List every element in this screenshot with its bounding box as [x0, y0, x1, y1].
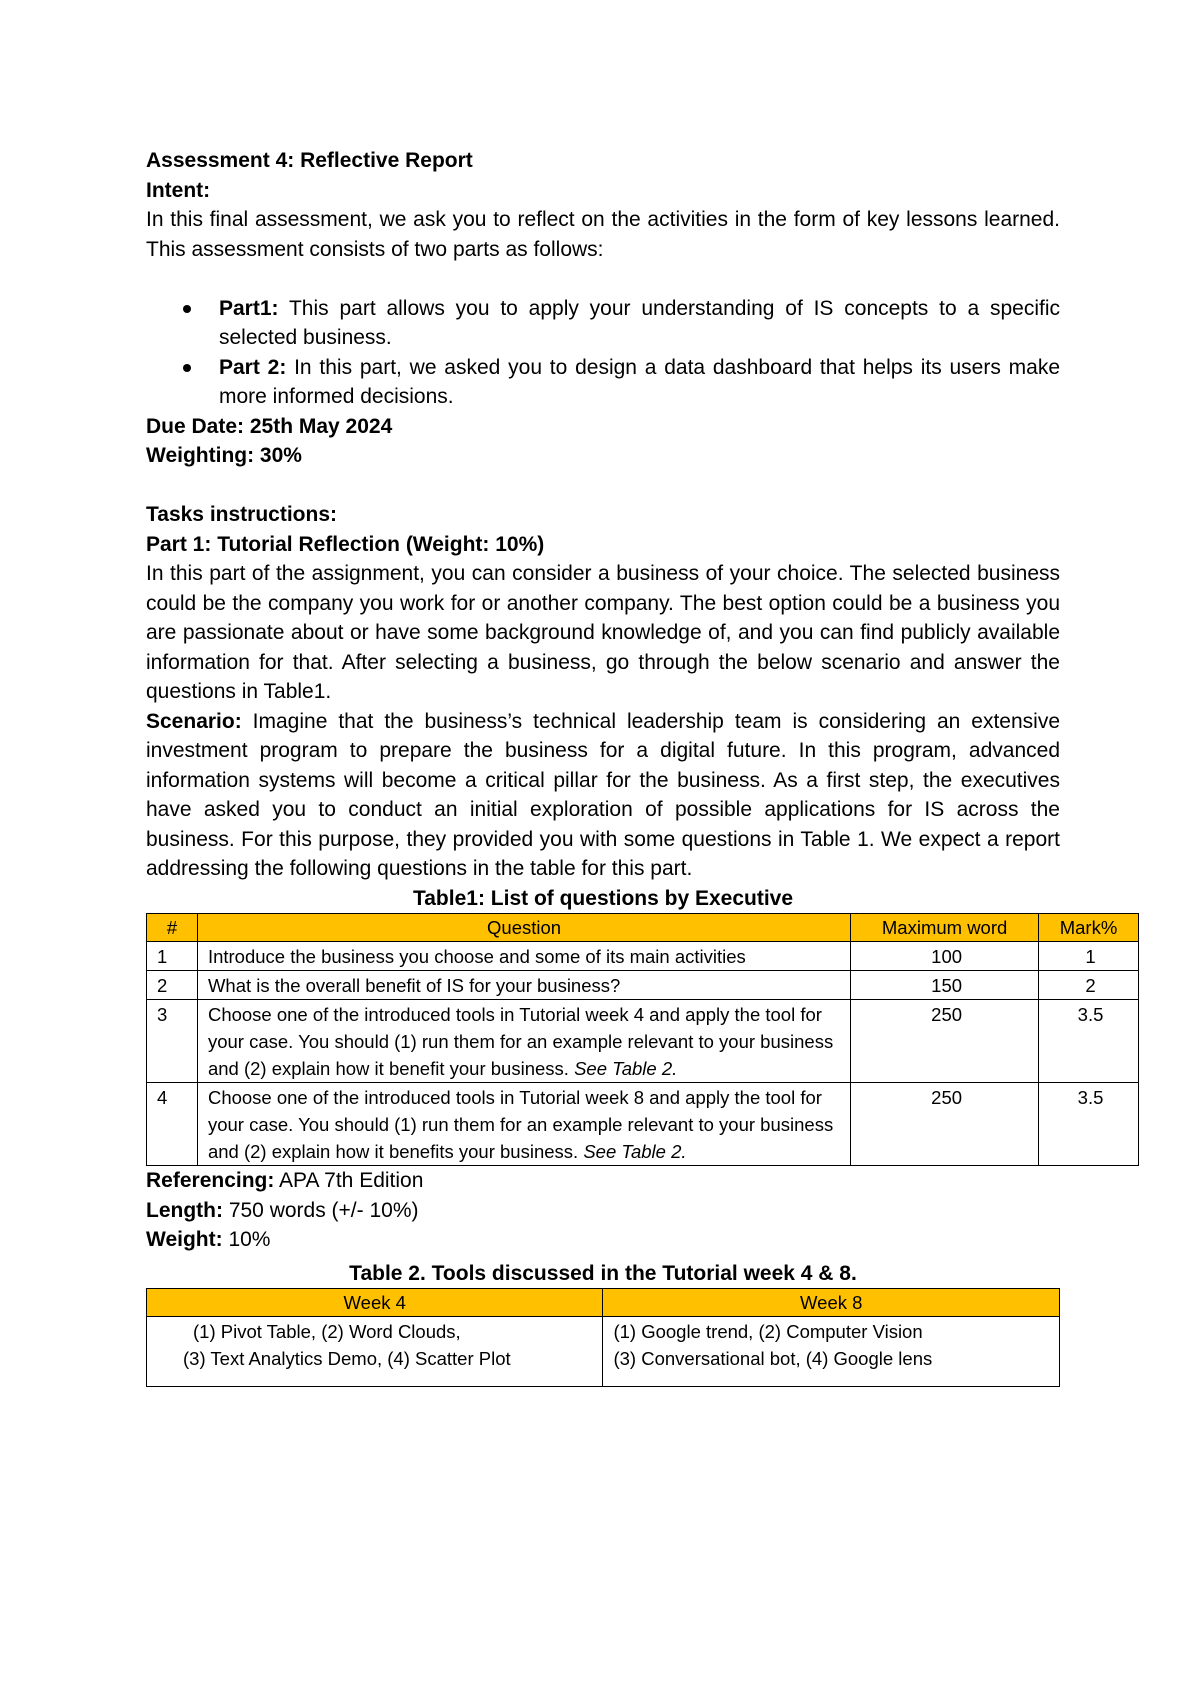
weighting: Weighting: 30%	[146, 444, 302, 467]
part2-label: Part 2:	[219, 355, 287, 379]
part1-text: This part allows you to apply your understanding of IS concepts to a specific selected business.	[219, 296, 1060, 349]
week8-tools	[603, 1317, 1060, 1387]
header-week8: Week 8	[603, 1289, 1060, 1317]
length-line	[146, 1196, 1060, 1226]
week4-line: (3) Text Analytics Demo, (4) Scatter Plot	[183, 1348, 511, 1369]
row-mark: 3.5	[1039, 1083, 1139, 1166]
week8-line: (1) Google trend, (2) Computer Vision	[613, 1321, 923, 1342]
weight-line	[146, 1225, 1060, 1255]
row-question: Choose one of the introduced tools in Tutorial week 4 and apply the tool for your case. You should (1) run them for an example relevant to your business and (2) explain how it benefit your business.	[207, 1004, 834, 1079]
row-question: Choose one of the introduced tools in Tutorial week 8 and apply the tool for your case. You should (1) run them for an example relevant to your business and (2) explain how it benefits your business.	[207, 1087, 834, 1162]
part1-label: Part1:	[219, 296, 279, 320]
length-label: Length:	[146, 1198, 223, 1222]
referencing-label: Referencing:	[146, 1169, 275, 1192]
row-num: 1	[147, 942, 198, 971]
row-words: 250	[851, 1000, 1039, 1083]
row-see-table: See Table 2.	[574, 1058, 678, 1079]
table-row	[147, 1083, 1139, 1166]
scenario-label: Scenario:	[146, 709, 242, 733]
list-item	[146, 353, 1060, 412]
intent-label: Intent:	[146, 178, 211, 202]
part1-text: In this part of the assignment, you can consider a business of your choice. The selected business could be the company you work for or another company. The best option could be a business you are passionate about or have some background knowledge of, and you can find publicly available information for that. After selecting a business, go through the below scenario and answer the questions in Table1.	[146, 562, 1060, 703]
row-question-cell	[197, 1083, 850, 1166]
list-item	[146, 294, 1060, 353]
row-question-cell	[197, 1000, 850, 1083]
weight-label: Weight:	[146, 1228, 223, 1251]
table-row	[147, 1000, 1139, 1083]
questions-table	[146, 913, 1139, 1166]
week4-tools	[147, 1317, 603, 1387]
row-see-table: See Table 2.	[583, 1141, 687, 1162]
table-header-row	[147, 1289, 1060, 1317]
table-row	[147, 971, 1139, 1000]
scenario-paragraph	[146, 707, 1060, 884]
row-num: 4	[147, 1083, 198, 1166]
tools-table	[146, 1288, 1060, 1387]
row-question: What is the overall benefit of IS for your business?	[197, 971, 850, 1000]
tasks-heading: Tasks instructions:	[146, 503, 337, 526]
row-num: 3	[147, 1000, 198, 1083]
header-question: Question	[197, 914, 850, 942]
part2-text: In this part, we asked you to design a data dashboard that helps its users make more informed decisions.	[219, 355, 1060, 408]
week8-line: (3) Conversational bot, (4) Google lens	[613, 1348, 933, 1369]
part1-heading: Part 1: Tutorial Reflection (Weight: 10%)	[146, 532, 545, 556]
document-title: Assessment 4: Reflective Report	[146, 149, 473, 172]
table2-caption: Table 2. Tools discussed in the Tutorial week 4 & 8.	[349, 1261, 857, 1285]
row-words: 250	[851, 1083, 1039, 1166]
header-week4: Week 4	[147, 1289, 603, 1317]
length-value: 750 words (+/- 10%)	[222, 1198, 419, 1222]
row-words: 100	[851, 942, 1039, 971]
referencing-line	[146, 1166, 1060, 1196]
parts-list	[146, 294, 1060, 412]
intent-text: In this final assessment, we ask you to reflect on the activities in the form of key lessons learned. This assessment consists of two parts as follows:	[146, 208, 1060, 261]
table-row	[147, 1317, 1060, 1387]
row-mark: 2	[1039, 971, 1139, 1000]
table-row	[147, 942, 1139, 971]
referencing-value: APA 7th Edition	[274, 1169, 424, 1192]
weight-value: 10%	[222, 1228, 271, 1251]
header-max-word: Maximum word	[851, 914, 1039, 942]
week4-line: (1) Pivot Table, (2) Word Clouds,	[193, 1321, 461, 1342]
document-body	[146, 146, 1118, 1387]
table1-caption: Table1: List of questions by Executive	[412, 886, 794, 910]
scenario-text: Imagine that the business’s technical leadership team is considering an extensive investment program to prepare the business for a digital future. In this program, advanced information systems will become a critical pillar for the business. As a first step, the executives have asked you to conduct an initial exploration of possible applications for IS across the business. For this purpose, they provided you with some questions in Table 1. We expect a report addressing the following questions in the table for this part.	[146, 709, 1060, 880]
row-mark: 1	[1039, 942, 1139, 971]
due-date: Due Date: 25th May 2024	[146, 414, 393, 438]
row-question: Introduce the business you choose and some of its main activities	[197, 942, 850, 971]
row-num: 2	[147, 971, 198, 1000]
header-num: #	[147, 914, 198, 942]
row-mark: 3.5	[1039, 1000, 1139, 1083]
row-words: 150	[851, 971, 1039, 1000]
header-mark: Mark%	[1039, 914, 1139, 942]
table-header-row	[147, 914, 1139, 942]
